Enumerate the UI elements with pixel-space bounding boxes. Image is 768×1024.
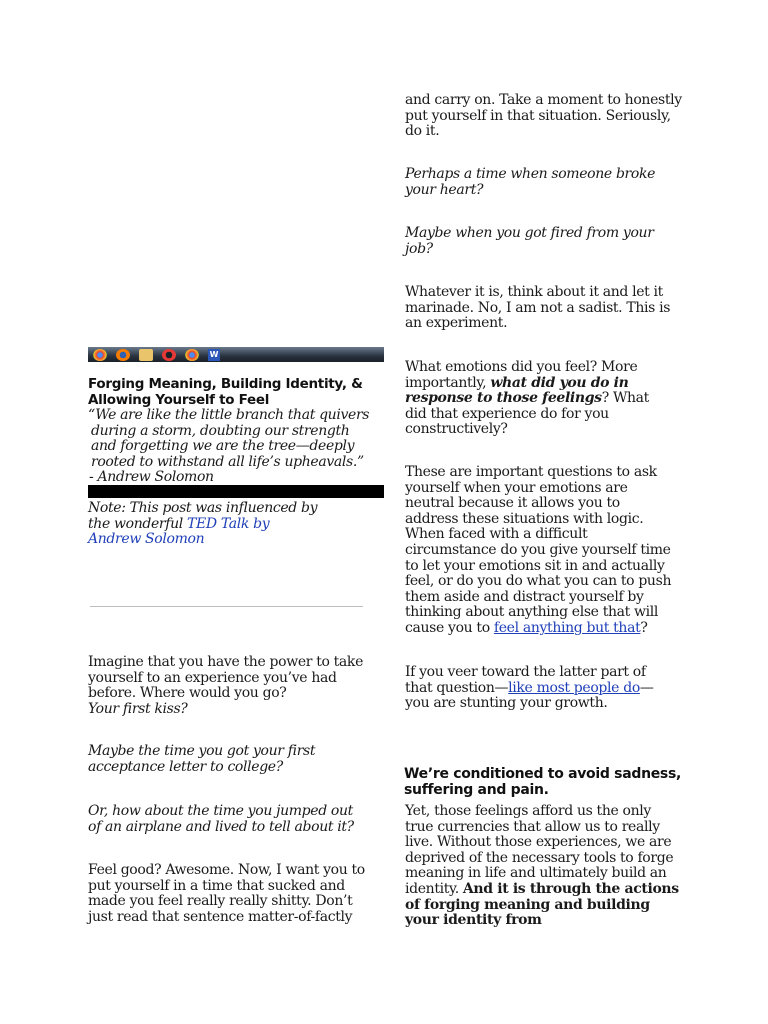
post-heading [88,377,384,408]
veer-post: —you are stunting your growth. [405,679,654,712]
opera-icon [162,349,176,361]
firefox-icon [116,349,130,361]
quote-block [88,408,384,486]
yet-plain: Yet, those feelings afford us the only true currencies that allow us to really live. Without those experiences, we are deprived of the necessary tools to forge meaning in life and ultimately build an identity. [405,803,674,897]
whatever-text: Whatever it is, think about it and let it marinade. No, I am not a sadist. This is an experiment. [405,284,671,332]
emotions-pre: What emotions did you feel? More importantly, [405,359,638,391]
important-post: ? [640,619,648,636]
horizontal-rule [90,606,363,607]
important-pre: These are important questions to ask yourself when your emotions are neutral because it allows you to address these situations with logic. When faced with a difficult circumstance do you give yourself time to let your emotions sit in and actually feel, or do you do what you can to push them aside and distract yourself by thinking about anything else that will cause you to [405,464,672,636]
emotions-post: ? What did that experience do for you constructively? [405,390,649,438]
emotions-paragraph [405,360,660,438]
note-paragraph [88,501,318,548]
veer-paragraph [405,665,675,712]
note [88,501,318,548]
broke-heart-text: Perhaps a time when someone broke your heart? [405,166,656,198]
fired-text: Maybe when you got fired from your job? [405,225,654,257]
airplane-text: Or, how about the time you jumped out of an airplane and lived to tell about it? [88,803,354,835]
imagine-block [88,655,363,717]
word-icon: W [209,349,219,359]
whatever-paragraph [405,285,675,332]
important-paragraph [405,465,677,637]
like-most-people-link[interactable]: like most people do [508,679,640,696]
emotions-text [405,360,660,438]
emotions-bold: what did you do in response to those feelings [405,374,629,407]
carry-on-text: and carry on. Take a moment to honestly put yourself in that situation. Seriously, do it. [405,92,682,140]
feel-good-paragraph [88,863,368,925]
quote-line: during a storm, doubting our strength [91,422,350,439]
imagine-paragraph: Imagine that you have the power to take yourself to an experience you’ve had before. Where would you go? [88,654,363,702]
section-heading-line2: suffering and pain. [404,782,549,798]
airplane-paragraph [88,804,363,835]
feel-good-text: Feel good? Awesome. Now, I want you to put yourself in a time that sucked and made you feel really really shitty. Don’t just read that sentence matter-of-factly [88,862,365,925]
section-heading-line1: We’re conditioned to avoid sadness, [404,766,682,782]
quote-line: and forgetting we are the tree—deeply [91,438,355,455]
folder-icon [139,349,153,361]
veer-text [405,665,675,712]
chrome-icon [93,349,107,361]
quote-attribution: - Andrew Solomon [89,469,214,486]
black-divider [88,485,384,498]
quote-line: “We are like the little branch that quivers [88,407,370,423]
ted-talk-link[interactable]: TED Talk by Andrew Solomon [88,515,270,548]
acceptance-text: Maybe the time you got your first acceptance letter to college? [88,743,316,775]
fired-paragraph [405,226,660,257]
veer-pre: If you veer toward the latter part of that question— [405,664,646,696]
feel-anything-link[interactable]: feel anything but that [493,619,641,636]
chrome-icon-2 [185,349,199,361]
acceptance-paragraph [88,744,328,775]
post-title-line1: Forging Meaning, Building Identity, & [88,376,363,392]
yet-bold: And it is through the actions of forging meaning and building your identity from [405,880,679,929]
carry-on-paragraph [405,93,683,140]
yet-paragraph [405,804,680,929]
yet-text [405,804,680,929]
note-text: Note: This post was influenced by the wonderful [88,500,318,532]
post-title-line2: Allowing Yourself to Feel [88,391,270,408]
quote-line: rooted to withstand all life’s upheavals.” [91,453,364,470]
important-text [405,465,677,637]
broke-heart-paragraph [405,167,660,198]
section-heading [404,766,682,798]
first-kiss-line: Your first kiss? [88,700,188,717]
taskbar-screenshot [88,347,384,362]
